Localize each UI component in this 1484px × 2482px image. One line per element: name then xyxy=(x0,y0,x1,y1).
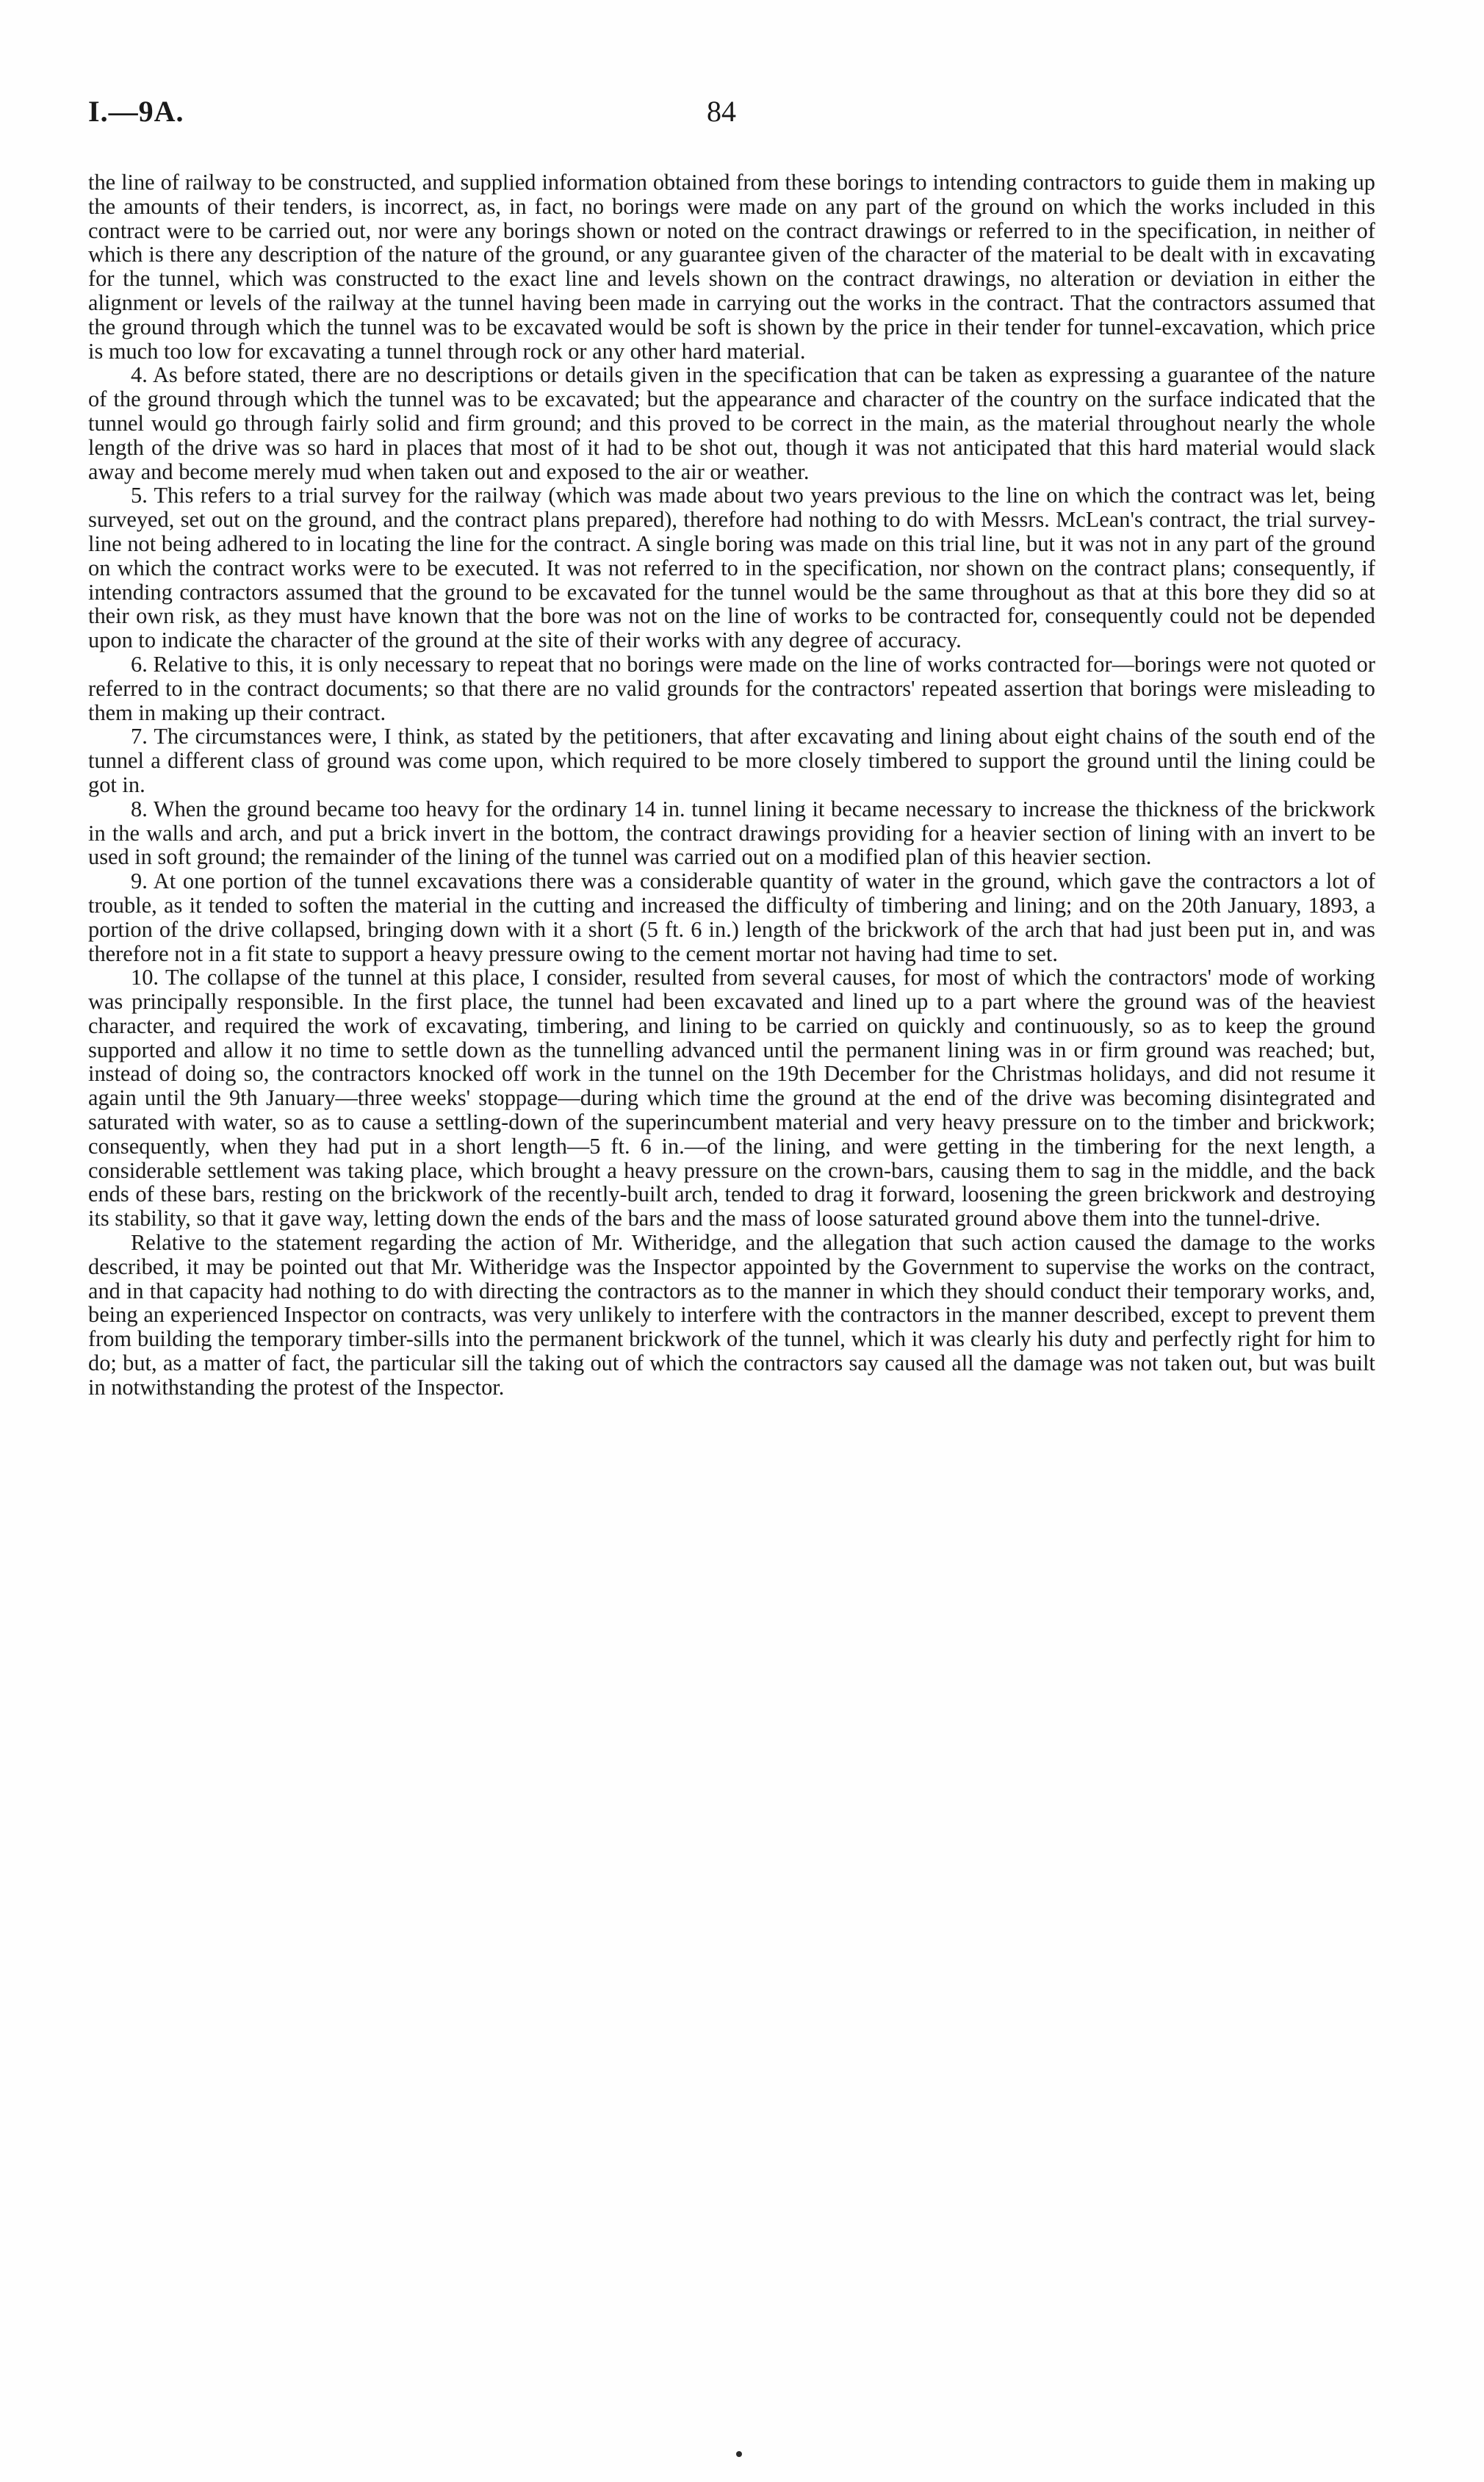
paragraph-witheridge: Relative to the statement regarding the action of Mr. Witheridge, and the allegation that such action caused the damage to the works described, it may be pointed out that Mr. Witheridge was the Inspector appointed by the Government to supervise the works on the contract, and in that capacity had nothing to do with directing the contractors as to the manner in which they should conduct their temporary works, and, being an experienced Inspector on contracts, was very unlikely to interfere with the contractors in the manner described, except to prevent them from building the temporary timber-sills into the permanent brickwork of the tunnel, which it was clearly his duty and perfectly right for him to do; but, as a matter of fact, the particular sill the taking out of which the contractors say caused all the damage was not taken out, but was built in notwithstanding the protest of the Inspector. xyxy=(88,1230,1375,1400)
paragraph-9: 9. At one portion of the tunnel excavations there was a considerable quantity of water in the ground, which gave the contractors a lot of trouble, as it tended to soften the material in the cutting and increased the difficulty of timbering and lining; and on the 20th January, 1893, a portion of the drive collapsed, bringing down with it a short (5 ft. 6 in.) length of the brickwork of the arch that had just been put in, and was therefore not in a fit state to support a heavy pressure owing to the cement mortar not having had time to set. xyxy=(88,868,1375,966)
page-header xyxy=(88,94,1374,138)
paragraph-8: 8. When the ground became too heavy for the ordinary 14 in. tunnel lining it became necessary to increase the thickness of the brickwork in the walls and arch, and put a brick invert in the bottom, the contract drawings providing for a heavier section of lining with an invert to be used in soft ground; the remainder of the lining of the tunnel was carried out on a modified plan of this heavier section. xyxy=(88,796,1375,870)
document-reference: I.—9A. xyxy=(88,95,184,128)
page-number: 84 xyxy=(707,95,736,128)
body-text xyxy=(88,170,1375,1400)
footer-dot xyxy=(736,2451,742,2457)
paragraph-4: 4. As before stated, there are no descriptions or details given in the specification that can be taken as expressing a guarantee of the nature of the ground through which the tunnel was to be excavated; but the appearance and character of the country on the surface indicated that the tunnel would go through fairly solid and firm ground; and this proved to be correct in the main, as the material throughout nearly the whole length of the drive was so hard in places that most of it had to be shot out, though it was not anticipated that this hard material would slack away and become merely mud when taken out and exposed to the air or weather. xyxy=(88,362,1375,484)
paragraph-6: 6. Relative to this, it is only necessary to repeat that no borings were made on the line of works contracted for—borings were not quoted or referred to in the contract documents; so that there are no valid grounds for the contractors' repeated assertion that borings were misleading to them in making up their contract. xyxy=(88,651,1375,725)
paragraph-7: 7. The circumstances were, I think, as stated by the petitioners, that after excavating and lining about eight chains of the south end of the tunnel a different class of ground was come upon, which required to be more closely timbered to support the ground until the lining could be got in. xyxy=(88,724,1375,797)
paragraph-10: 10. The collapse of the tunnel at this place, I consider, resulted from several causes, for most of which the contractors' mode of working was principally responsible. In the first place, the tunnel had been excavated and lined up to a part where the ground was of the heaviest character, and required the work of excavating, timbering, and lining to be carried on quickly and continuously, so as to keep the ground supported and allow it no time to settle down as the tunnelling advanced until the permanent lining was in or firm ground was reached; but, instead of doing so, the contractors knocked off work in the tunnel on the 19th December for the Christmas holidays, and did not resume it again until the 9th January—three weeks' stoppage—during which time the ground at the end of the drive was becoming disintegrated and saturated with water, so as to cause a settling-down of the superincumbent material and very heavy pressure on to the timber and brickwork; consequently, when they had put in a short length—5 ft. 6 in.—of the lining, and were getting in the timbering for the next length, a considerable settlement was taking place, which brought a heavy pressure on the crown-bars, causing them to sag in the middle, and the back ends of these bars, resting on the brickwork of the recently-built arch, tended to drag it forward, loosening the green brickwork and destroying its stability, so that it gave way, letting down the ends of the bars and the mass of loose saturated ground above them into the tunnel-drive. xyxy=(88,965,1375,1231)
paragraph-continuation: the line of railway to be constructed, and supplied information obtained from these borings to intending contractors to guide them in making up the amounts of their tenders, is incorrect, as, in fact, no borings were made on any part of the ground on which the works included in this contract were to be carried out, nor were any borings shown or noted on the contract drawings or referred to in the specification, in neither of which is there any description of the nature of the ground, or any guarantee given of the character of the material to be dealt with in excavating for the tunnel, which was constructed to the exact line and levels shown on the contract drawings, no alteration or deviation in either the alignment or levels of the railway at the tunnel having been made in carrying out the works in the contract. That the contractors assumed that the ground through which the tunnel was to be excavated would be soft is shown by the price in their tender for tunnel-excavation, which price is much too low for excavating a tunnel through rock or any other hard material. xyxy=(88,170,1375,364)
paragraph-5: 5. This refers to a trial survey for the railway (which was made about two years previous to the line on which the contract was let, being surveyed, set out on the ground, and the contract plans prepared), therefore had nothing to do with Messrs. McLean's contract, the trial survey-line not being adhered to in locating the line for the contract. A single boring was made on this trial line, but it was not in any part of the ground on which the contract works were to be executed. It was not referred to in the specification, nor shown on the contract plans; consequently, if intending contractors assumed that the ground to be excavated for the tunnel would be the same throughout as that at this bore they did so at their own risk, as they must have known that the bore was not on the line of works to be contracted for, consequently could not be depended upon to indicate the character of the ground at the site of their works with any degree of accuracy. xyxy=(88,483,1375,653)
